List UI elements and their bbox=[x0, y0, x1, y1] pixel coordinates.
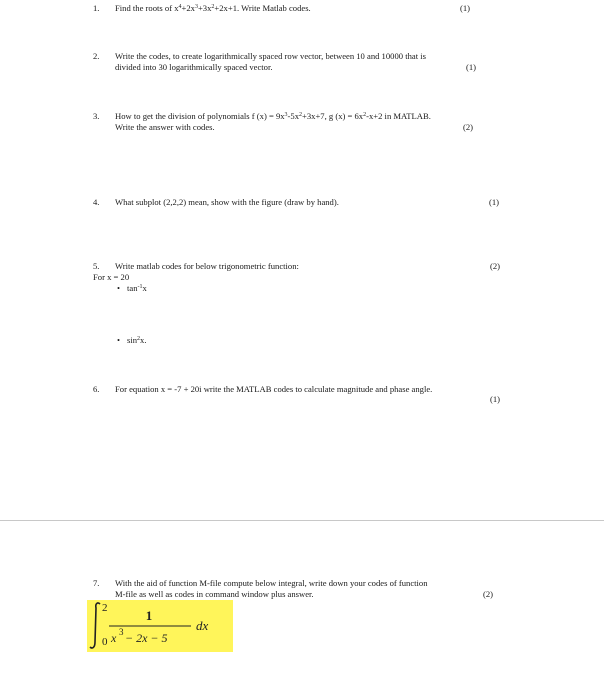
question-mark: (1) bbox=[460, 3, 471, 13]
integral-sign-icon bbox=[90, 603, 100, 648]
question-mark: (2) bbox=[483, 589, 494, 599]
for-line: For x = 20 bbox=[93, 272, 130, 282]
bullet-item: • $\tan^{-1}x$ bbox=[127, 283, 147, 294]
question-number: 7. bbox=[93, 578, 100, 588]
question-text-line2: Write the answer with codes. bbox=[115, 122, 215, 132]
question-number: 5. bbox=[93, 261, 100, 271]
question-number: 3. bbox=[93, 111, 100, 121]
denominator-rest: − 2x − 5 bbox=[125, 631, 168, 645]
integral-highlight bbox=[87, 600, 233, 652]
integral-lower-limit: 0 bbox=[102, 636, 108, 648]
question-text-line2: divided into 30 logarithmically spaced vector. bbox=[115, 62, 273, 72]
question-text: Find the roots of $x^4+2x^3+3x^2+2x+1$. Write Matlab codes. bbox=[115, 3, 311, 13]
question-mark: (2) bbox=[463, 122, 474, 132]
question-text: For equation x = -7 + 20i write the MATLAB codes to calculate magnitude and phase angle. bbox=[115, 384, 433, 394]
question-mark: (1) bbox=[490, 394, 501, 404]
denominator-exponent: 3 bbox=[119, 627, 124, 637]
question-text: With the aid of function M-file compute below integral, write down your codes of function bbox=[115, 578, 428, 588]
question-mark: (1) bbox=[489, 197, 500, 207]
question-number: 4. bbox=[93, 197, 100, 207]
question-text: What subplot (2,2,2) mean, show with the figure (draw by hand). bbox=[115, 197, 339, 207]
question-text-line2: M-file as well as codes in command window plus answer. bbox=[115, 589, 314, 599]
question-number: 1. bbox=[93, 3, 100, 13]
integral-dx: dx bbox=[196, 618, 209, 633]
fraction-numerator: 1 bbox=[145, 608, 153, 623]
question-text: Write the codes, to create logarithmically spaced row vector, between 10 and 10000 that is bbox=[115, 51, 426, 61]
question-mark: (1) bbox=[466, 62, 477, 72]
bullet-item: • $\sin^2x$. bbox=[127, 335, 146, 346]
question-text: Write matlab codes for below trigonometric function: bbox=[115, 261, 299, 271]
denominator-x: x bbox=[111, 631, 117, 645]
question-number: 2. bbox=[93, 51, 100, 61]
integral-upper-limit: 2 bbox=[102, 602, 108, 614]
integral-formula bbox=[87, 600, 233, 652]
question-number: 6. bbox=[93, 384, 100, 394]
question-mark: (2) bbox=[490, 261, 501, 271]
page-divider bbox=[0, 520, 604, 521]
question-text: How to get the division of polynomials f $(x) = 9x^3-5x^2+3x+7$, g $(x) = 6x^2-x+2$ in MATLAB. bbox=[115, 111, 431, 121]
